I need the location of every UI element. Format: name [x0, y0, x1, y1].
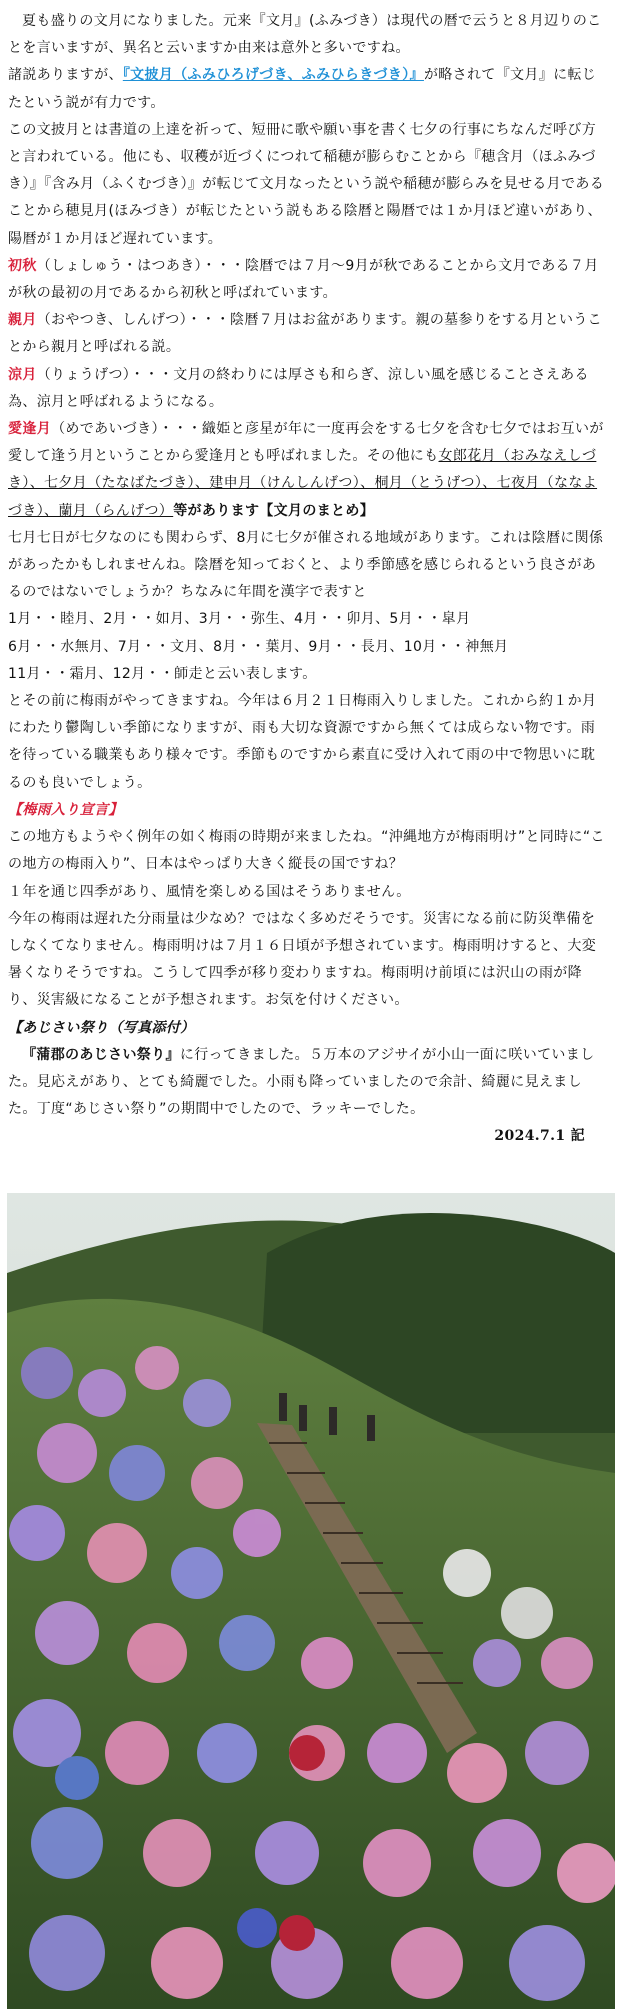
paragraph-fumihirogetsuki [8, 62, 609, 116]
text-span: （りょうげつ）・・・文月の終わりには厚さも和らぎ、涼しい風を感じることさえある為、涼月と呼ばれるようになる。 [8, 366, 589, 410]
paragraph-gamagori [8, 1042, 609, 1124]
paragraph-shoshu [8, 253, 609, 307]
paragraph-origin: この文披月とは書道の上達を祈って、短冊に歌や願い事を書く七夕の行事にちなんだ呼び方と言われている。他にも、収穫が近づくにつれて稲穂が膨らむことから『穂含月（ほふみづき）』『含み月（ふくむづき）』が転じて文月なったという説や稲穂が膨らみを見せる月であることから穂見月(ほみづき）が転じたという説もある陰暦と陽暦では１か月ほど違いがあり、陽暦が１か月ほど遅れています。 [8, 121, 605, 247]
term-red: 初秋 [8, 257, 37, 274]
hydrangea-photo-illustration [7, 1193, 615, 2009]
text-span: 等があります【文月のまとめ】 [173, 502, 375, 519]
text-span: に行ってきました。５万本のアジサイが小山一面に咲いていました。見応えがあり、とても綺麗でした。小雨も降っていましたので余計、綺麗に見えました。丁度“あじさい祭り”の期間中でしたので、ラッキーでした。 [8, 1046, 595, 1118]
paragraph-four-seasons: １年を通じ四季があり、風情を楽しめる国はそうありません。 [8, 883, 411, 900]
term-red: 愛逢月 [8, 421, 52, 438]
heading-ajisai: 【あじさい祭り（写真添付） [8, 1019, 195, 1036]
paragraph-rainfall: 今年の梅雨は遅れた分雨量は少なめ？ではなく多めだそうです。災害になる前に防災準備をしなくてなりません。梅雨明けは７月１６日頃が予想されています。梅雨明けすると、大変暑くなりそうですね。こうして四季が移り変わりますね。梅雨明け前頃には沢山の雨が降り、災害級になることが予想されます。お気を付けください。 [8, 910, 597, 1009]
text-span: （おやつき、しんげつ）・・・陰暦７月はお盆があります。親の墓参りをする月ということから親月と呼ばれる説。 [8, 312, 603, 356]
text-span: （しょしゅう・はつあき）・・・陰暦では７月～9月が秋であることから文月である７月が秋の最初の月であるから初秋と呼ばれています。 [8, 257, 599, 302]
paragraph-tanabata: 七月七日が七夕なのにも関わらず、8月に七夕が催される地域があります。これは陰暦に関係があったかもしれませんね。陰暦を知っておくと、より季節感を感じられるという良さがあるのではないでしょうか？ちなみに年間を漢字で表すと [8, 529, 604, 601]
months-line-1: 1月・・睦月、2月・・如月、3月・・弥生、4月・・卯月、5月・・皐月 [8, 611, 471, 628]
text-span: （めであいづき）・・・織姫と彦星が年に一度再会をする七夕を含む七夕ではお互いが愛して逢う月ということから愛逢月とも呼ばれました。その他にも [8, 421, 604, 465]
alias-list: 女郎花月（おみなえしづき）、七夕月（たなばたづき）、建申月（けんしんげつ）、桐月（とうげつ）、七夜月（ななよづき）、蘭月（らんげつ） [8, 448, 598, 519]
text-span: 諸説ありますが、 [8, 67, 123, 84]
festival-title: 『蒲郡のあじさい祭り』 [22, 1046, 180, 1063]
date-stamp: 2024.7.1 記 [494, 1128, 585, 1145]
paragraph-intro: 夏も盛りの文月になりました。元来『文月』(ふみづき）は現代の暦で云うと８月辺りのことを言いますが、異名と云いますか由来は意外と多いですね。 [8, 13, 602, 57]
highlight-term: 『文披月（ふみひろげづき、ふみひらきづき）』 [122, 67, 424, 84]
paragraph-oyazuki [8, 307, 609, 361]
paragraph-rainy-season: とその前に梅雨がやってきますね。今年は６月２１日梅雨入りしました。これから約１か月にわたり鬱陶しい季節になりますが、雨も大切な資源ですから無くては成らない物です。雨を待っている職業もあり様々です。季節ものですから素直に受け入れて雨の中で物思いに耽るのも良いでしょう。 [8, 693, 597, 791]
term-red: 親月 [8, 312, 37, 329]
heading-tsuyu: 【梅雨入り宣言】 [8, 801, 123, 818]
paragraph-okinawa: この地方もようやく例年の如く梅雨の時期が来ましたね。“沖縄地方が梅雨明け”と同時に“この地方の梅雨入り”、日本はやっぱり大きく縦長の国ですね？ [8, 829, 605, 873]
paragraph-medeaizuki [8, 416, 609, 525]
months-line-3: 11月・・霜月、12月・・師走と云い表します。 [8, 665, 317, 682]
paragraph-ryogetsu [8, 362, 609, 416]
text-span: が略されて『文月』に転じたという説が有力です。 [8, 67, 597, 111]
term-red: 涼月 [8, 366, 37, 383]
months-line-2: 6月・・水無月、7月・・文月、8月・・葉月、9月・・長月、10月・・神無月 [8, 638, 509, 655]
hydrangea-photo [7, 1193, 615, 2009]
